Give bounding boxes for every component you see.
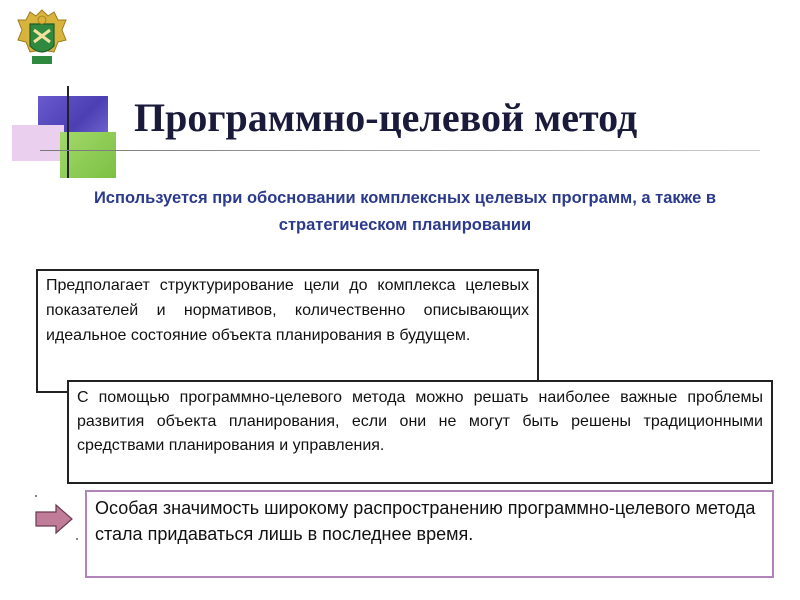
text-box-application	[67, 380, 773, 484]
title-underline	[40, 150, 760, 151]
arrow-right-icon	[34, 503, 74, 535]
emblem-icon	[14, 6, 70, 70]
text-box-significance-text: Особая значимость широкому распространению программно-целевого метода стала придаваться лишь в последнее время.	[95, 498, 756, 544]
decor-vertical-line	[67, 86, 69, 178]
decor-pink-square	[12, 125, 64, 161]
text-box-application-text: С помощью программно-целевого метода можно решать наиболее важные проблемы развития объекта планирования, если они не могут быть решены традиционными средствами планирования и управления.	[77, 389, 763, 454]
text-box-significance	[85, 490, 774, 578]
text-box-definition	[36, 269, 539, 393]
slide-subtitle: Используется при обосновании комплексных целевых программ, а также в стратегическом планировании	[93, 189, 717, 234]
decor-dot	[35, 495, 37, 497]
text-box-definition-text: Предполагает структурирование цели до комплекса целевых показателей и нормативов, количественно описывающих идеальное состояние объекта планирования в будущем.	[46, 277, 529, 344]
slide-title: Программно-целевой метод	[134, 95, 638, 140]
decor-dot	[76, 538, 78, 540]
